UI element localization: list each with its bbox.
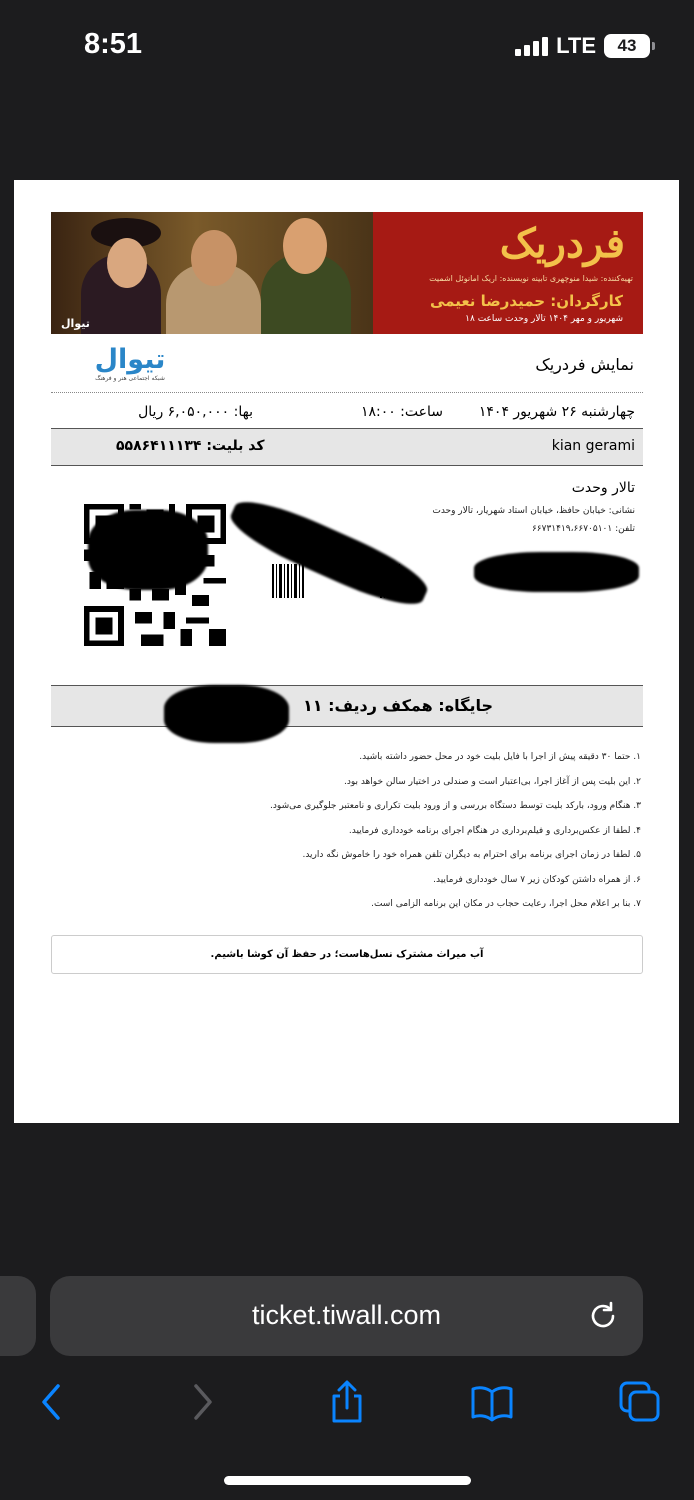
battery-icon: 43	[604, 34, 650, 58]
banner-title: فردریک	[499, 220, 625, 267]
address-bar[interactable]	[50, 1276, 643, 1356]
forward-icon[interactable]	[180, 1380, 224, 1424]
show-banner	[51, 212, 643, 334]
rule-item: ۵. لطفا در زمان اجرای برنامه برای احترام به دیگران تلفن همراه خود را خاموش نگه دارید.	[302, 850, 641, 860]
banner-photo	[51, 212, 373, 334]
banner-director: کارگردان: حمیدرضا نعیمی	[429, 292, 623, 310]
status-time: 8:51	[84, 28, 143, 60]
browser-toolbar	[0, 1372, 694, 1432]
banner-text-panel	[373, 212, 643, 334]
holder-name: kian gerami	[551, 438, 635, 454]
url-text[interactable]: ticket.tiwall.com	[251, 1300, 442, 1330]
venue-phone: تلفن: ۶۶۷۳۱۴۱۹،۶۶۷۰۵۱۰۱	[531, 524, 635, 534]
signal-icon	[515, 36, 548, 56]
reload-icon[interactable]	[587, 1300, 619, 1332]
holder-row	[51, 428, 643, 466]
redaction-mark	[88, 510, 208, 590]
redaction-mark	[474, 552, 639, 592]
rule-item: ۳. هنگام ورود، بارکد بلیت توسط دستگاه بررسی و از ورود بلیت تکراری و نامعتبر جلوگیری می‌شود.	[270, 801, 641, 811]
status-bar	[0, 0, 694, 84]
bookmarks-icon[interactable]	[470, 1380, 514, 1424]
tiwall-logo	[82, 345, 178, 382]
ticket-price: بها: ۶,۰۵۰,۰۰۰ ریال	[138, 404, 253, 420]
showtime-row	[51, 398, 643, 428]
network-type: LTE	[556, 33, 596, 58]
logo-tagline: شبکه اجتماعی هنر و فرهنگ	[95, 375, 165, 382]
venue-name: تالار وحدت	[571, 480, 635, 496]
footer-note: آب میراث مشترک نسل‌هاست؛ در حفظ آن کوشا باشیم.	[51, 935, 643, 974]
ticket-rules	[81, 745, 641, 917]
ticket-code: کد بلیت: ۵۵۸۶۴۱۱۱۳۴	[116, 438, 265, 454]
show-title: نمایش فردریک	[535, 355, 634, 374]
rule-item: ۶. از همراه داشتن کودکان زیر ۷ سال خودداری فرمایید.	[433, 874, 641, 885]
redaction-mark	[164, 685, 289, 743]
rule-item: ۴. لطفا از عکس‌برداری و فیلم‌برداری در هنگام اجرای برنامه خودداری فرمایید.	[348, 825, 641, 836]
show-date: چهارشنبه ۲۶ شهریور ۱۴۰۴	[478, 404, 635, 420]
browser-bottom-bar	[0, 1262, 694, 1500]
seat-info: جایگاه: همکف ردیف: ۱۱	[302, 696, 493, 715]
banner-brand: تیوال	[61, 317, 90, 330]
logo-name: تیوال	[94, 344, 166, 375]
show-time: ساعت: ۱۸:۰۰	[360, 404, 443, 420]
rule-item: ۲. این بلیت پس از آغاز اجرا، بی‌اعتبار است و صندلی در اختیار سالن خواهد بود.	[343, 776, 641, 787]
home-indicator	[224, 1476, 471, 1485]
rule-item: ۱. حتما ۳۰ دقیقه پیش از اجرا با فایل بلیت خود در محل حضور داشته باشید.	[359, 752, 641, 762]
seat-row	[51, 685, 643, 727]
tabs-icon[interactable]	[618, 1380, 662, 1424]
venue-address: نشانی: خیابان حافظ، خیابان استاد شهریار، تالار وحدت	[432, 506, 635, 516]
banner-credits: تهیه‌کننده: شیدا منوچهری تابینه نویسنده: اریک امانوئل اشمیت	[429, 274, 633, 283]
rule-item: ۷. بنا بر اعلام محل اجرا، رعایت حجاب در مکان این برنامه الزامی است.	[371, 899, 641, 909]
status-indicators	[515, 33, 650, 59]
banner-schedule: شهریور و مهر ۱۴۰۴ تالار وحدت ساعت ۱۸	[465, 314, 623, 324]
divider	[51, 392, 643, 393]
ticket-page	[14, 180, 679, 1123]
previous-tab-peek[interactable]	[0, 1276, 36, 1356]
share-icon[interactable]	[325, 1380, 369, 1424]
back-icon[interactable]	[30, 1380, 74, 1424]
